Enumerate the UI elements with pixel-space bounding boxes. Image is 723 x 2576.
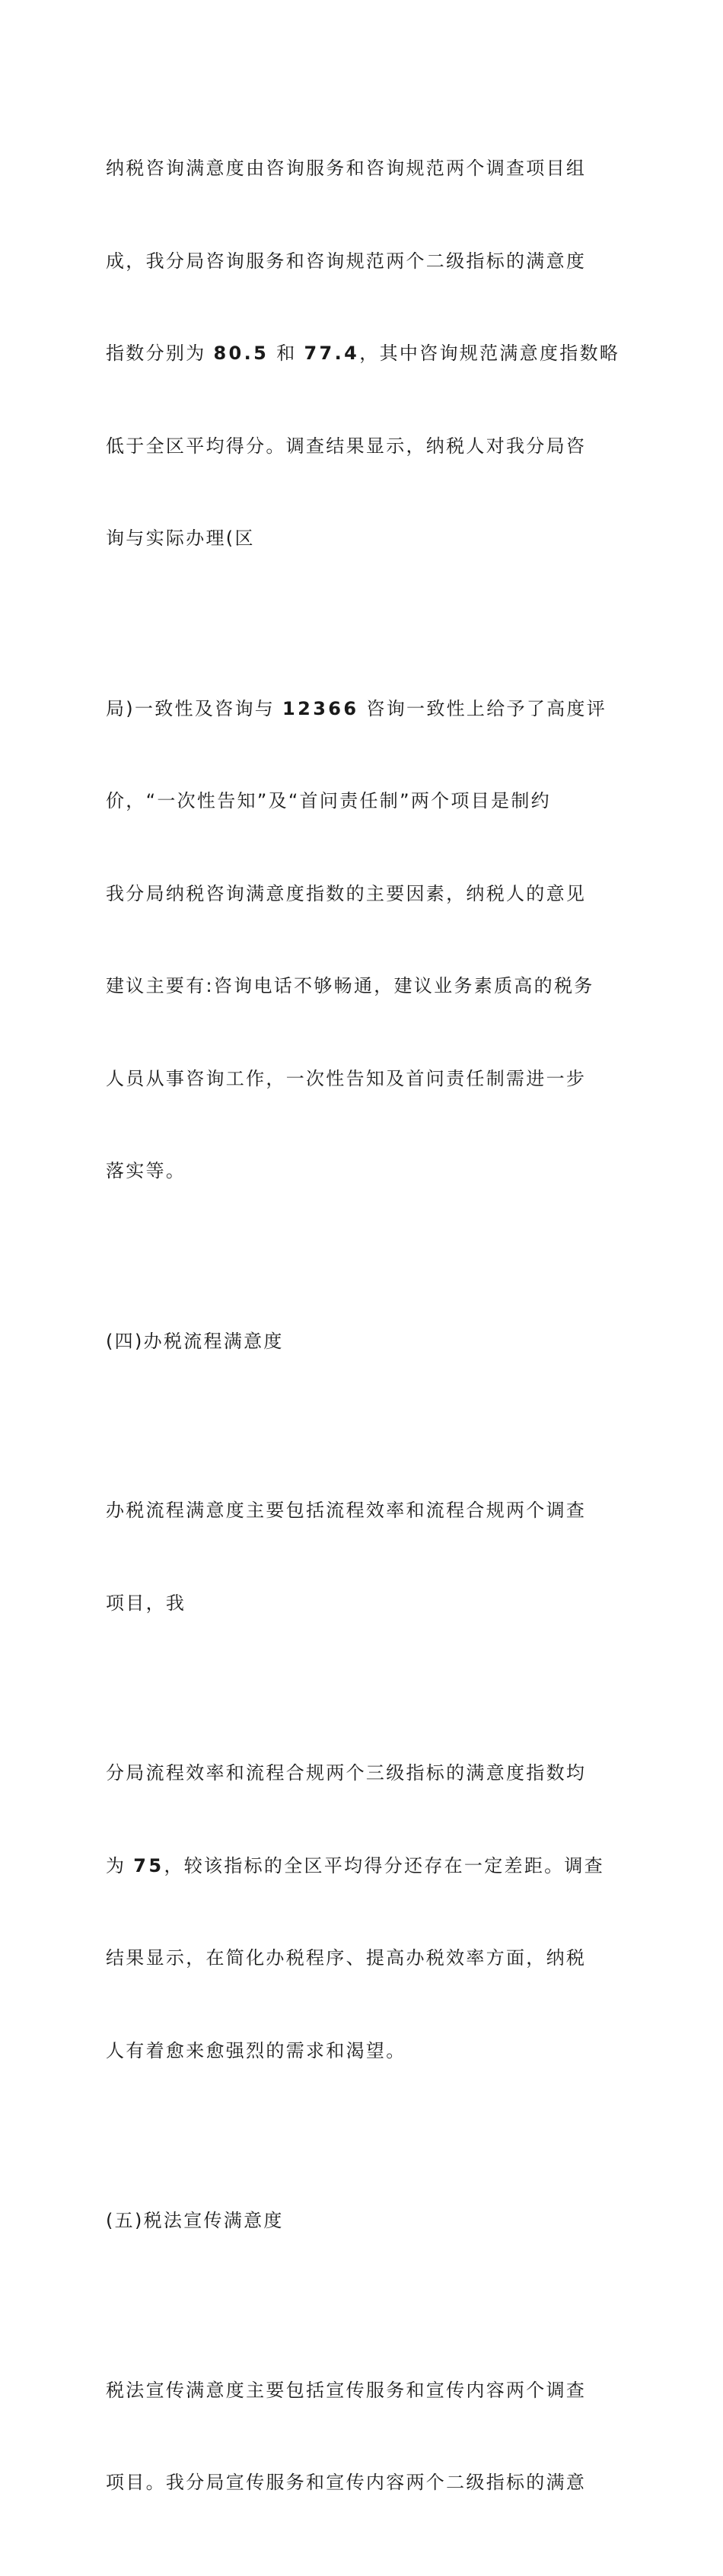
text-line: 分局流程效率和流程合规两个三级指标的满意度指数均 [106, 1762, 587, 1784]
paragraph-process-intro [106, 1433, 616, 1680]
numeric-value: 77.4 [304, 343, 360, 364]
paragraph-publicity-intro [106, 2313, 616, 2560]
document-page [106, 91, 620, 2576]
text-line: 低于全区平均得分。调查结果显示，纳税人对我分局咨 [106, 435, 587, 457]
paragraph-process-results [106, 1696, 616, 2128]
heading-text: (四)办税流程满意度 [106, 1330, 284, 1352]
text-line: 税法宣传满意度主要包括宣传服务和宣传内容两个调查 [106, 2379, 587, 2401]
text-line: 我分局纳税咨询满意度指数的主要因素，纳税人的意见 [106, 882, 587, 904]
numeric-value: 75 [133, 1854, 164, 1876]
paragraph-consultation-satisfaction [106, 91, 620, 616]
text-line: 人员从事咨询工作，一次性告知及首问责任制需进一步 [106, 1067, 587, 1089]
text-line: 建议主要有:咨询电话不够畅通，建议业务素质高的税务 [106, 975, 594, 996]
heading-text: (五)税法宣传满意度 [106, 2210, 284, 2231]
text-line: 价，“一次性告知”及“首问责任制”两个项目是制约 [106, 790, 551, 811]
text-line: 局)一致性及咨询与 12366 咨询一致性上给予了高度评 [106, 697, 607, 719]
section-heading-process [106, 1264, 616, 1419]
paragraph-consultation-consistency [106, 632, 616, 1248]
numeric-value: 80.5 [213, 343, 269, 364]
text-line: 项目。我分局宣传服务和宣传内容两个二级指标的满意 [106, 2472, 587, 2493]
text-line: 落实等。 [106, 1160, 186, 1181]
text-line: 指数分别为 80.5 和 77.4，其中咨询规范满意度指数略 [106, 343, 620, 364]
text-line: 人有着愈来愈强烈的需求和渴望。 [106, 2039, 406, 2061]
text-line: 项目，我 [106, 1592, 186, 1614]
text-line: 办税流程满意度主要包括流程效率和流程合规两个调查 [106, 1500, 587, 1521]
text-line: 询与实际办理(区 [106, 528, 255, 549]
text-line: 结果显示，在简化办税程序、提高办税效率方面，纳税 [106, 1947, 587, 1969]
numeric-value: 12366 [282, 697, 359, 719]
text-line: 成，我分局咨询服务和咨询规范两个二级指标的满意度 [106, 250, 587, 272]
text-line: 纳税咨询满意度由咨询服务和咨询规范两个调查项目组 [106, 158, 587, 179]
section-heading-publicity [106, 2144, 616, 2298]
text-line: 为 75，较该指标的全区平均得分还存在一定差距。调查 [106, 1854, 605, 1876]
